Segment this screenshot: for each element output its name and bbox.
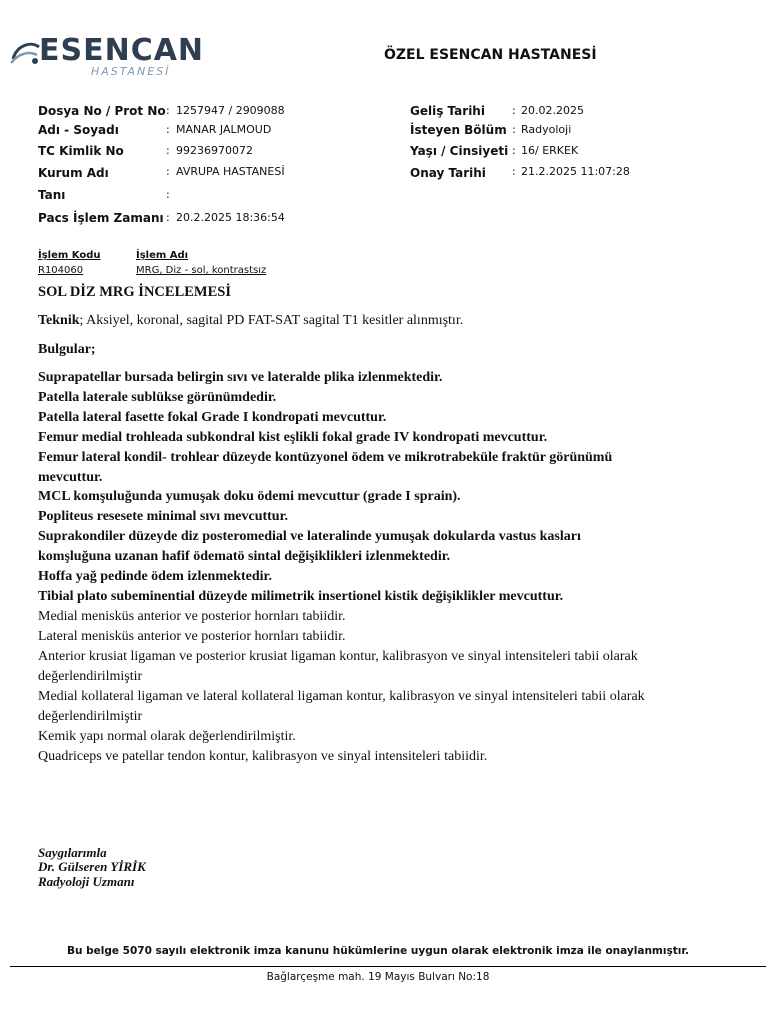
field-label-age-sex: Yaşı / Cinsiyeti <box>410 144 509 158</box>
report-title: SOL DİZ MRG İNCELEMESİ <box>38 284 231 300</box>
colon: : <box>512 104 516 117</box>
signature-doctor: Dr. Gülseren YİRİK <box>38 859 146 874</box>
findings-header: Bulgular; <box>38 342 96 357</box>
colon: : <box>166 188 170 201</box>
field-value-arrival-date: 20.02.2025 <box>521 104 584 117</box>
procedure-name: MRG, Diz - sol, kontrastsız <box>136 265 267 276</box>
technique-label: Teknik <box>38 313 80 328</box>
finding-line: Patella laterale sublükse görünümdedir. <box>38 390 277 405</box>
finding-line: Tibial plato subeminential düzeyde milimetrik insertionel kistik değişiklikler mevcuttur. <box>38 589 564 604</box>
finding-line: Hoffa yağ pedinde ödem izlenmektedir. <box>38 569 272 584</box>
finding-line: Anterior krusiat ligaman ve posterior krusiat ligaman kontur, kalibrasyon ve sinyal intensiteleri tabii olarak <box>38 649 638 664</box>
finding-line: Kemik yapı normal olarak değerlendirilmiştir. <box>38 729 296 744</box>
field-value-department: Radyoloji <box>521 123 572 136</box>
finding-line: Suprakondiler düzeyde diz posteromedial ve lateralinde yumuşak dokularda vastus kasları <box>38 529 581 544</box>
finding-line: Popliteus resesete minimal sıvı mevcuttur. <box>38 509 289 524</box>
field-value-approval-date: 21.2.2025 11:07:28 <box>521 165 630 178</box>
finding-line: Medial menisküs anterior ve posterior hornları tabiidir. <box>38 609 346 624</box>
colon: : <box>166 211 170 224</box>
field-label-arrival-date: Geliş Tarihi <box>410 104 485 118</box>
field-value-file-no: 1257947 / 2909088 <box>176 104 285 117</box>
finding-line: komşluğuna uzanan hafif ödematö sintal değişiklikleri izlenmektedir. <box>38 549 451 564</box>
finding-line: Suprapatellar bursada belirgin sıvı ve lateralde plika izlenmektedir. <box>38 370 443 385</box>
finding-line: değerlendirilmiştir <box>38 709 143 724</box>
finding-line: MCL komşuluğunda yumuşak doku ödemi mevcuttur (grade I sprain). <box>38 489 461 504</box>
colon: : <box>512 123 516 136</box>
hospital-title: ÖZEL ESENCAN HASTANESİ <box>384 47 597 63</box>
procedure-name-header: İşlem Adı <box>136 250 189 261</box>
technique-line <box>38 312 463 330</box>
footer-e-signature-note: Bu belge 5070 sayılı elektronik imza kanunu hükümlerine uygun olarak elektronik imza ile onaylanmıştır. <box>66 945 689 957</box>
colon: : <box>512 165 516 178</box>
field-label-pacs-time: Pacs İşlem Zamanı <box>38 211 164 225</box>
finding-line: Lateral menisküs anterior ve posterior hornları tabiidir. <box>38 629 346 644</box>
signature-closing: Saygılarımla <box>38 845 107 860</box>
finding-line: Femur lateral kondil- trohlear düzeyde kontüzyonel ödem ve mikrotrabeküle fraktür görünümü <box>38 450 613 465</box>
logo-name: ESENCAN <box>39 33 205 68</box>
hospital-logo <box>9 33 205 83</box>
logo-subtitle: HASTANESİ <box>91 65 171 78</box>
field-label-diagnosis: Tanı <box>38 188 66 202</box>
finding-line: Patella lateral fasette fokal Grade I kondropati mevcuttur. <box>38 410 387 425</box>
field-value-tc-no: 99236970072 <box>176 144 253 157</box>
colon: : <box>166 123 170 136</box>
signature-title: Radyoloji Uzmanı <box>38 874 135 889</box>
finding-line: mevcuttur. <box>38 470 103 485</box>
procedure-code-header: İşlem Kodu <box>38 250 101 261</box>
field-value-institution: AVRUPA HASTANESİ <box>176 165 285 178</box>
colon: : <box>166 104 170 117</box>
finding-line: Quadriceps ve patellar tendon kontur, kalibrasyon ve sinyal intensiteleri tabiidir. <box>38 749 488 764</box>
field-label-name: Adı - Soyadı <box>38 123 119 137</box>
field-label-approval-date: Onay Tarihi <box>410 166 486 180</box>
field-value-name: MANAR JALMOUD <box>176 123 272 136</box>
field-value-age-sex: 16/ ERKEK <box>521 144 579 157</box>
footer-divider <box>10 966 766 967</box>
colon: : <box>166 144 170 157</box>
logo-swoosh-icon <box>9 39 43 67</box>
finding-line: değerlendirilmiştir <box>38 669 143 684</box>
finding-line: Femur medial trohleada subkondral kist eşlikli fokal grade IV kondropati mevcuttur. <box>38 430 548 445</box>
footer-address: Bağlarçeşme mah. 19 Mayıs Bulvarı No:18 <box>266 971 490 983</box>
field-value-pacs-time: 20.2.2025 18:36:54 <box>176 211 285 224</box>
procedure-code: R104060 <box>38 265 84 276</box>
field-label-institution: Kurum Adı <box>38 166 109 180</box>
field-label-file-no: Dosya No / Prot No <box>38 104 166 118</box>
colon: : <box>512 144 516 157</box>
finding-line: Medial kollateral ligaman ve lateral kollateral ligaman kontur, kalibrasyon ve sinyal intensiteleri tabii olarak <box>38 689 645 704</box>
colon: : <box>166 165 170 178</box>
field-label-tc-no: TC Kimlik No <box>38 144 124 158</box>
technique-text: ; Aksiyel, koronal, sagital PD FAT-SAT sagital T1 kesitler alınmıştır. <box>79 313 464 328</box>
field-label-department: İsteyen Bölüm <box>410 123 507 137</box>
